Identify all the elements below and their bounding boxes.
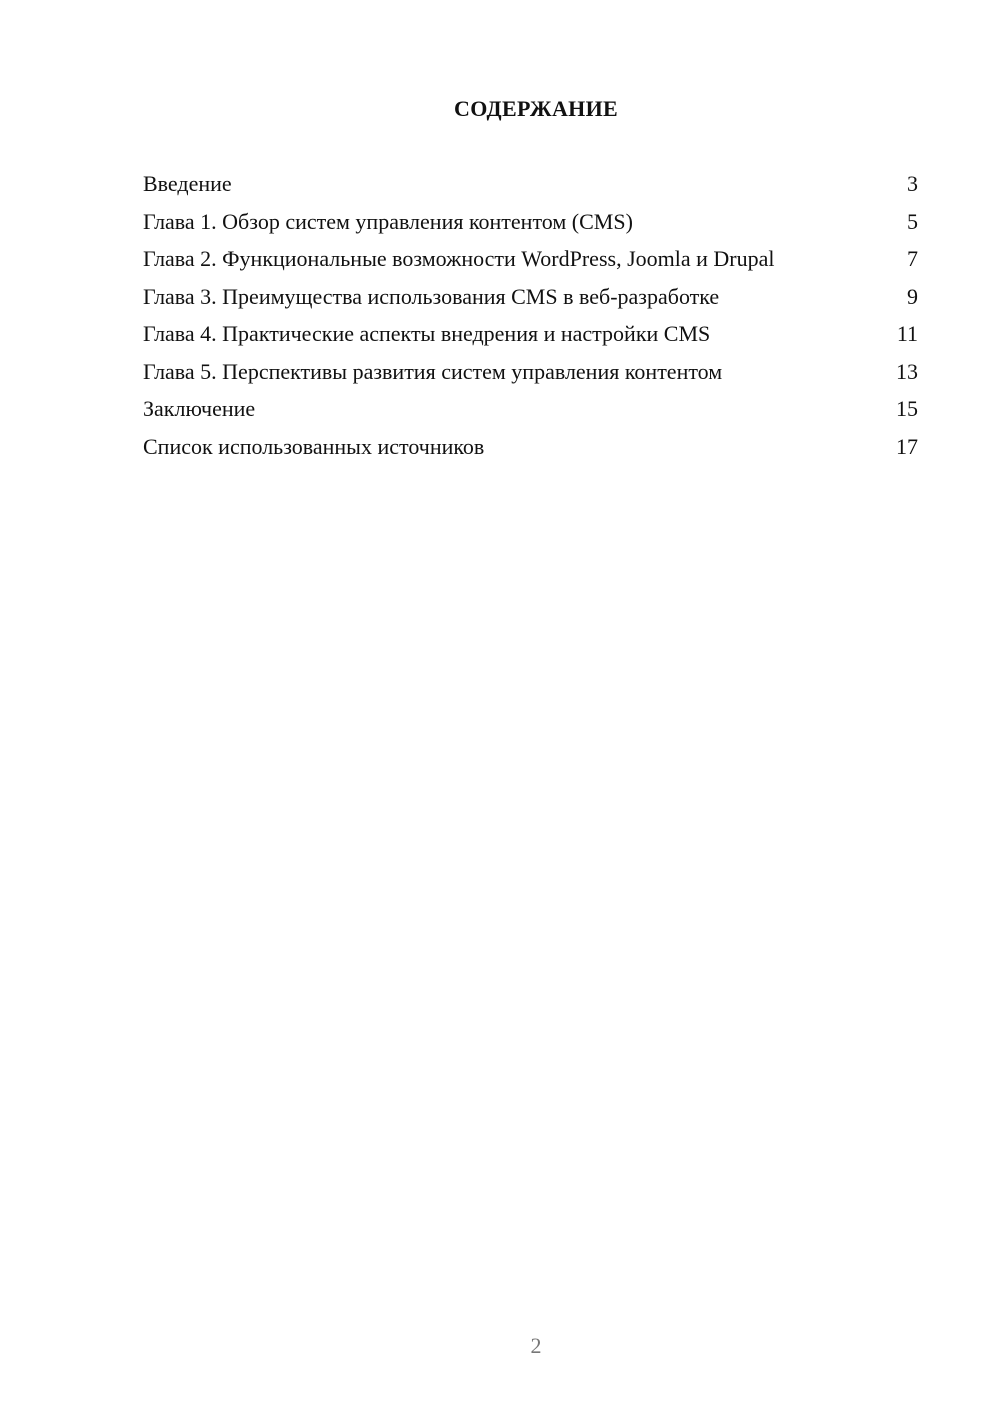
toc-entry-text: Глава 5. Перспективы развития систем управления контентом	[143, 358, 723, 384]
toc-entry-text: Глава 1. Обзор систем управления контентом (CMS)	[143, 208, 633, 234]
toc-entry-page: 11	[896, 321, 918, 346]
toc-entry-text: Список использованных источников	[143, 433, 485, 459]
toc-entry-page: 3	[907, 171, 918, 196]
toc-entry-conclusion	[143, 395, 918, 423]
toc-entry-page: 15	[896, 396, 918, 421]
toc-entry-text: Глава 2. Функциональные возможности WordPress, Joomla и Drupal	[143, 246, 775, 271]
toc-entry-introduction	[143, 170, 918, 198]
toc-entry-references	[143, 433, 918, 461]
toc-entry-chapter-1	[143, 208, 918, 236]
toc-entry-chapter-3	[143, 283, 918, 311]
toc-entry-page: 13	[896, 358, 918, 384]
toc-entry-page: 9	[907, 283, 918, 309]
toc-entry-page: 7	[907, 246, 918, 271]
toc-entry-chapter-4	[143, 320, 918, 348]
toc-entry-chapter-5	[143, 358, 918, 386]
toc-entry-text: Глава 4. Практические аспекты внедрения и настройки CMS	[143, 321, 711, 346]
toc-heading: СОДЕРЖАНИЕ	[454, 96, 618, 121]
toc-entry-page: 17	[896, 433, 918, 459]
page-number: 2	[530, 1333, 542, 1358]
toc-entry-text: Заключение	[143, 396, 256, 421]
table-of-contents	[143, 170, 918, 470]
toc-entry-text: Введение	[143, 171, 232, 196]
toc-entry-chapter-2	[143, 245, 918, 273]
toc-entry-page: 5	[907, 208, 918, 234]
toc-entry-text: Глава 3. Преимущества использования CMS в веб-разработке	[143, 283, 720, 309]
